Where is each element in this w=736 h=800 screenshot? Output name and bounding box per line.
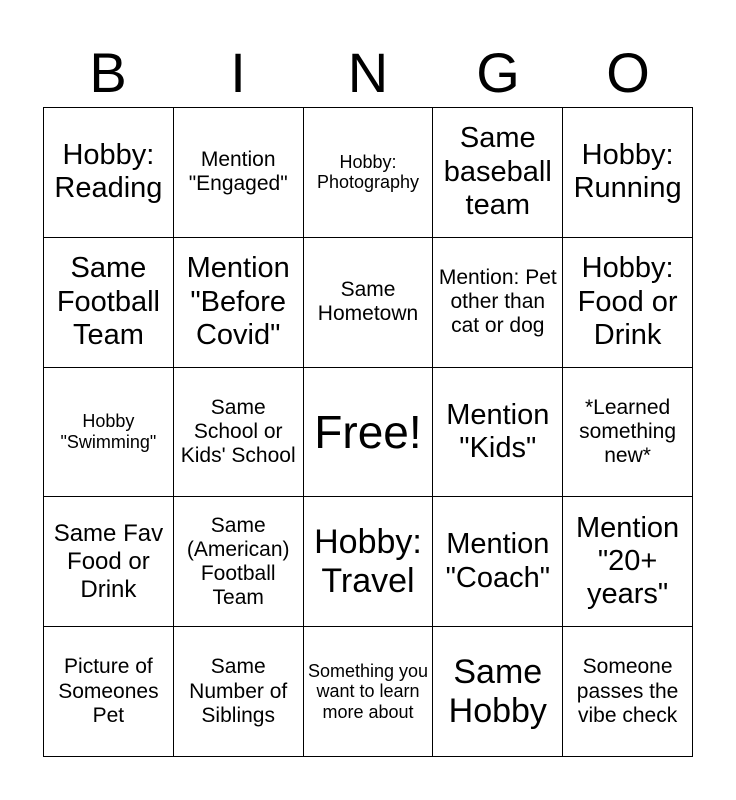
bingo-cell[interactable] bbox=[44, 627, 174, 757]
bingo-free-cell[interactable] bbox=[304, 368, 434, 498]
bingo-cell[interactable] bbox=[433, 108, 563, 238]
cell-text: Hobby: Travel bbox=[314, 522, 422, 600]
bingo-cell[interactable] bbox=[304, 497, 434, 627]
bingo-cell[interactable] bbox=[174, 497, 304, 627]
header-letter-g: G bbox=[476, 41, 520, 104]
bingo-cell[interactable] bbox=[563, 108, 693, 238]
bingo-cell[interactable] bbox=[563, 368, 693, 498]
cell-text: *Learned something new* bbox=[579, 395, 677, 468]
bingo-cell[interactable] bbox=[563, 627, 693, 757]
cell-text: Hobby: Photography bbox=[316, 151, 420, 193]
bingo-cell[interactable] bbox=[304, 108, 434, 238]
bingo-cell[interactable] bbox=[433, 238, 563, 368]
bingo-cell[interactable] bbox=[44, 108, 174, 238]
bingo-cell[interactable] bbox=[433, 368, 563, 498]
cell-text: Hobby: Running bbox=[573, 139, 682, 205]
cell-text: Mention "Coach" bbox=[445, 528, 550, 594]
bingo-cell[interactable] bbox=[433, 497, 563, 627]
bingo-cell[interactable] bbox=[304, 627, 434, 757]
cell-text: Same (American) Football Team bbox=[186, 513, 290, 609]
cell-text: Same Hometown bbox=[317, 278, 419, 326]
cell-text: Same Hobby bbox=[448, 652, 547, 730]
cell-text: Picture of Someones Pet bbox=[58, 655, 159, 727]
header-letter-n: N bbox=[347, 41, 389, 104]
bingo-cell[interactable] bbox=[174, 238, 304, 368]
cell-text: Same Football Team bbox=[56, 252, 160, 351]
cell-text: Same baseball team bbox=[443, 122, 552, 222]
cell-text: Mention "20+ years" bbox=[576, 511, 680, 611]
header-letter-o: O bbox=[606, 41, 650, 104]
header-letter-b: B bbox=[89, 41, 127, 104]
cell-text: Someone passes the vibe check bbox=[576, 655, 679, 727]
bingo-cell[interactable] bbox=[433, 627, 563, 757]
bingo-cell[interactable] bbox=[174, 368, 304, 498]
cell-text: Mention: Pet other than cat or dog bbox=[438, 265, 557, 338]
header-letter-i: I bbox=[230, 41, 246, 104]
cell-text: Same Number of Siblings bbox=[189, 655, 288, 727]
bingo-cell[interactable] bbox=[44, 238, 174, 368]
bingo-header bbox=[43, 40, 693, 106]
cell-text: Same Fav Food or Drink bbox=[53, 520, 164, 603]
cell-text: Mention "Engaged" bbox=[188, 148, 288, 196]
bingo-cell[interactable] bbox=[174, 627, 304, 757]
cell-text: Mention "Kids" bbox=[446, 398, 550, 464]
free-space-text: Free! bbox=[314, 405, 422, 458]
bingo-cell[interactable] bbox=[174, 108, 304, 238]
cell-text: Hobby: Food or Drink bbox=[577, 252, 678, 351]
bingo-cell[interactable] bbox=[563, 497, 693, 627]
cell-text: Same School or Kids' School bbox=[180, 395, 296, 468]
cell-text: Something you want to learn more about bbox=[307, 660, 429, 722]
cell-text: Hobby: Reading bbox=[54, 139, 163, 205]
bingo-grid bbox=[43, 107, 693, 757]
bingo-cell[interactable] bbox=[44, 368, 174, 498]
cell-text: Mention "Before Covid" bbox=[186, 252, 290, 351]
bingo-cell[interactable] bbox=[563, 238, 693, 368]
cell-text: Hobby "Swimming" bbox=[60, 411, 157, 452]
bingo-cell[interactable] bbox=[44, 497, 174, 627]
bingo-cell[interactable] bbox=[304, 238, 434, 368]
